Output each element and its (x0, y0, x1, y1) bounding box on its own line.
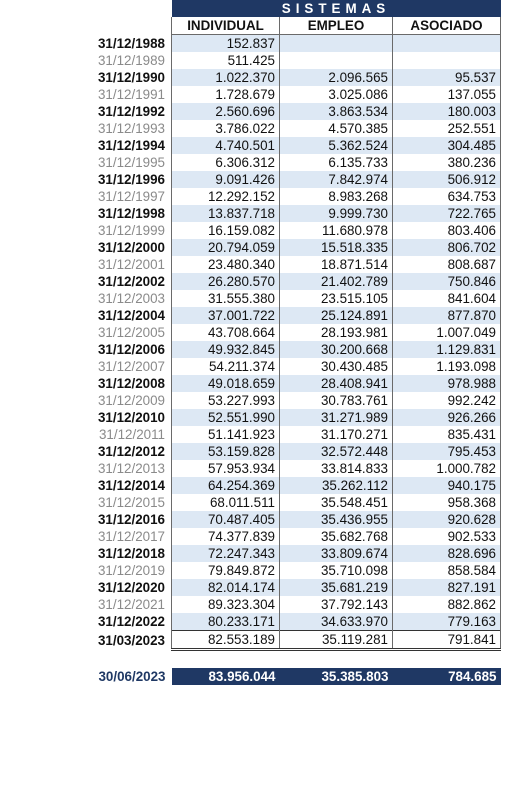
table-row (6, 273, 501, 290)
cell-empleo: 30.200.668 (280, 341, 393, 358)
latest-individual: 83.956.044 (172, 668, 280, 685)
row-date: 31/12/2005 (97, 325, 165, 340)
table-row (6, 477, 501, 494)
cell-individual: 511.425 (172, 52, 280, 69)
cell-empleo: 9.999.730 (280, 205, 393, 222)
table-row (6, 392, 501, 409)
cell-individual: 79.849.872 (172, 562, 280, 579)
cell-individual: 82.014.174 (172, 579, 280, 596)
cell-asociado: 180.003 (393, 103, 501, 120)
cell-empleo: 33.814.833 (280, 460, 393, 477)
cell-individual: 9.091.426 (172, 171, 280, 188)
cell-empleo: 21.402.789 (280, 273, 393, 290)
cell-individual: 43.708.664 (172, 324, 280, 341)
cell-empleo: 35.682.768 (280, 528, 393, 545)
cell-individual: 53.227.993 (172, 392, 280, 409)
cell-asociado: 722.765 (393, 205, 501, 222)
table-row (6, 511, 501, 528)
cell-empleo: 28.408.941 (280, 375, 393, 392)
cell-individual: 6.306.312 (172, 154, 280, 171)
cell-individual: 16.159.082 (172, 222, 280, 239)
table-row (6, 358, 501, 375)
cell-asociado: 978.988 (393, 375, 501, 392)
cell-individual: 53.159.828 (172, 443, 280, 460)
cell-individual: 54.211.374 (172, 358, 280, 375)
cell-individual: 49.932.845 (172, 341, 280, 358)
row-date: 31/12/1989 (97, 53, 165, 68)
table-row (6, 443, 501, 460)
cell-asociado: 634.753 (393, 188, 501, 205)
cell-asociado: 920.628 (393, 511, 501, 528)
cell-individual: 68.011.511 (172, 494, 280, 511)
table-row (6, 137, 501, 154)
table-row (6, 460, 501, 477)
latest-asociado: 784.685 (393, 668, 501, 685)
cell-asociado: 808.687 (393, 256, 501, 273)
cell-empleo: 23.515.105 (280, 290, 393, 307)
quarter-individual: 82.553.189 (172, 631, 280, 650)
cell-empleo: 2.096.565 (280, 69, 393, 86)
cell-asociado: 992.242 (393, 392, 501, 409)
cell-asociado: 858.584 (393, 562, 501, 579)
row-date: 31/12/2003 (97, 291, 165, 306)
cell-individual: 12.292.152 (172, 188, 280, 205)
quarter-row (6, 631, 501, 650)
cell-empleo: 35.710.098 (280, 562, 393, 579)
latest-row (6, 668, 501, 685)
cell-individual: 64.254.369 (172, 477, 280, 494)
cell-individual: 152.837 (172, 35, 280, 53)
cell-asociado (393, 52, 501, 69)
cell-asociado: 95.537 (393, 69, 501, 86)
table-row (6, 426, 501, 443)
cell-empleo: 15.518.335 (280, 239, 393, 256)
row-date: 31/12/2017 (97, 529, 165, 544)
table-row (6, 69, 501, 86)
table-row (6, 205, 501, 222)
cell-asociado: 1.129.831 (393, 341, 501, 358)
table-row (6, 120, 501, 137)
cell-individual: 4.740.501 (172, 137, 280, 154)
cell-individual: 2.560.696 (172, 103, 280, 120)
row-date: 31/12/2014 (97, 478, 165, 493)
table-row (6, 290, 501, 307)
cell-empleo: 30.430.485 (280, 358, 393, 375)
cell-individual: 1.022.370 (172, 69, 280, 86)
cell-asociado: 827.191 (393, 579, 501, 596)
row-date: 31/12/1988 (97, 35, 165, 51)
cell-individual: 57.953.934 (172, 460, 280, 477)
table-row (6, 494, 501, 511)
cell-asociado: 304.485 (393, 137, 501, 154)
cell-empleo: 35.681.219 (280, 579, 393, 596)
cell-asociado: 380.236 (393, 154, 501, 171)
table-row (6, 613, 501, 631)
cell-asociado: 902.533 (393, 528, 501, 545)
cell-individual: 1.728.679 (172, 86, 280, 103)
cell-empleo: 18.871.514 (280, 256, 393, 273)
row-date: 31/12/1990 (97, 70, 165, 85)
quarter-empleo: 35.119.281 (280, 631, 393, 650)
row-date: 31/12/2010 (97, 410, 165, 425)
cell-empleo: 35.548.451 (280, 494, 393, 511)
cell-individual: 13.837.718 (172, 205, 280, 222)
row-date: 31/12/2016 (97, 512, 165, 527)
table-row (6, 256, 501, 273)
cell-empleo: 3.863.534 (280, 103, 393, 120)
table-row (6, 409, 501, 426)
cell-individual: 20.794.059 (172, 239, 280, 256)
cell-empleo: 8.983.268 (280, 188, 393, 205)
cell-asociado: 506.912 (393, 171, 501, 188)
table-row (6, 222, 501, 239)
row-date: 31/12/2002 (97, 274, 165, 289)
cell-asociado: 940.175 (393, 477, 501, 494)
cell-empleo: 4.570.385 (280, 120, 393, 137)
row-date: 31/12/2021 (97, 597, 165, 612)
quarter-date: 31/03/2023 (97, 632, 165, 648)
row-date: 31/12/2007 (97, 359, 165, 374)
cell-asociado: 1.007.049 (393, 324, 501, 341)
row-date: 31/12/2022 (97, 614, 165, 630)
cell-individual: 74.377.839 (172, 528, 280, 545)
table-row (6, 35, 501, 53)
cell-individual: 89.323.304 (172, 596, 280, 613)
cell-empleo: 28.193.981 (280, 324, 393, 341)
row-date: 31/12/2012 (97, 444, 165, 459)
cell-individual: 51.141.923 (172, 426, 280, 443)
cell-asociado: 779.163 (393, 613, 501, 631)
table-row (6, 375, 501, 392)
cell-individual: 72.247.343 (172, 545, 280, 562)
row-date: 31/12/1999 (97, 223, 165, 238)
cell-asociado: 828.696 (393, 545, 501, 562)
cell-empleo: 11.680.978 (280, 222, 393, 239)
cell-asociado (393, 35, 501, 53)
table-row (6, 307, 501, 324)
cell-individual: 31.555.380 (172, 290, 280, 307)
row-date: 31/12/1996 (97, 172, 165, 187)
cell-empleo: 5.362.524 (280, 137, 393, 154)
row-date: 31/12/2011 (98, 427, 165, 442)
cell-empleo: 32.572.448 (280, 443, 393, 460)
cell-asociado: 841.604 (393, 290, 501, 307)
cell-empleo: 31.271.989 (280, 409, 393, 426)
cell-individual: 37.001.722 (172, 307, 280, 324)
table-row (6, 341, 501, 358)
table-row (6, 528, 501, 545)
quarter-asociado: 791.841 (393, 631, 501, 650)
table-row (6, 171, 501, 188)
row-date: 31/12/1997 (97, 189, 165, 204)
cell-asociado: 1.000.782 (393, 460, 501, 477)
cell-empleo: 34.633.970 (280, 613, 393, 631)
row-date: 31/12/2015 (97, 495, 165, 510)
cell-asociado: 795.453 (393, 443, 501, 460)
table-row (6, 545, 501, 562)
cell-asociado: 137.055 (393, 86, 501, 103)
table-row (6, 579, 501, 596)
section-title: SISTEMAS (172, 0, 501, 17)
cell-individual: 52.551.990 (172, 409, 280, 426)
cell-asociado: 803.406 (393, 222, 501, 239)
table-row (6, 103, 501, 120)
latest-empleo: 35.385.803 (280, 668, 393, 685)
table-row (6, 562, 501, 579)
cell-individual: 49.018.659 (172, 375, 280, 392)
cell-individual: 70.487.405 (172, 511, 280, 528)
column-header-empleo: EMPLEO (280, 17, 393, 35)
row-date: 31/12/1994 (97, 138, 165, 153)
cell-asociado: 835.431 (393, 426, 501, 443)
row-date: 31/12/2004 (97, 308, 165, 323)
cell-individual: 26.280.570 (172, 273, 280, 290)
table-row (6, 239, 501, 256)
cell-empleo: 25.124.891 (280, 307, 393, 324)
cell-empleo (280, 52, 393, 69)
cell-asociado: 958.368 (393, 494, 501, 511)
cell-empleo: 30.783.761 (280, 392, 393, 409)
row-date: 31/12/1995 (97, 155, 165, 170)
cell-empleo: 31.170.271 (280, 426, 393, 443)
row-date: 31/12/2020 (97, 580, 165, 595)
cell-empleo: 37.792.143 (280, 596, 393, 613)
cell-empleo: 6.135.733 (280, 154, 393, 171)
row-date: 31/12/2008 (97, 376, 165, 391)
row-date: 31/12/2019 (97, 563, 165, 578)
row-date: 31/12/1998 (97, 206, 165, 221)
cell-empleo (280, 35, 393, 53)
cell-empleo: 35.436.955 (280, 511, 393, 528)
latest-date: 30/06/2023 (98, 669, 166, 684)
spacer-row (6, 650, 501, 669)
cell-asociado: 926.266 (393, 409, 501, 426)
row-date: 31/12/2006 (97, 342, 165, 357)
row-date: 31/12/1992 (97, 104, 165, 119)
cell-asociado: 877.870 (393, 307, 501, 324)
sistemas-table (6, 0, 501, 685)
cell-empleo: 7.842.974 (280, 171, 393, 188)
row-date: 31/12/1991 (97, 87, 165, 102)
cell-empleo: 3.025.086 (280, 86, 393, 103)
cell-individual: 3.786.022 (172, 120, 280, 137)
cell-empleo: 35.262.112 (280, 477, 393, 494)
row-date: 31/12/2009 (97, 393, 165, 408)
table-row (6, 52, 501, 69)
table-row (6, 154, 501, 171)
table-row (6, 188, 501, 205)
row-date: 31/12/2018 (97, 546, 165, 561)
table-row (6, 596, 501, 613)
cell-individual: 80.233.171 (172, 613, 280, 631)
cell-asociado: 882.862 (393, 596, 501, 613)
cell-asociado: 750.846 (393, 273, 501, 290)
row-date: 31/12/2000 (97, 240, 165, 255)
banner-row (6, 0, 501, 17)
column-header-individual: INDIVIDUAL (172, 17, 280, 35)
header-row (6, 17, 501, 35)
row-date: 31/12/2013 (97, 461, 165, 476)
cell-asociado: 252.551 (393, 120, 501, 137)
row-date: 31/12/2001 (97, 257, 165, 272)
cell-asociado: 806.702 (393, 239, 501, 256)
row-date: 31/12/1993 (97, 121, 165, 136)
cell-individual: 23.480.340 (172, 256, 280, 273)
column-header-asociado: ASOCIADO (393, 17, 501, 35)
table-row (6, 324, 501, 341)
cell-asociado: 1.193.098 (393, 358, 501, 375)
table-row (6, 86, 501, 103)
cell-empleo: 33.809.674 (280, 545, 393, 562)
